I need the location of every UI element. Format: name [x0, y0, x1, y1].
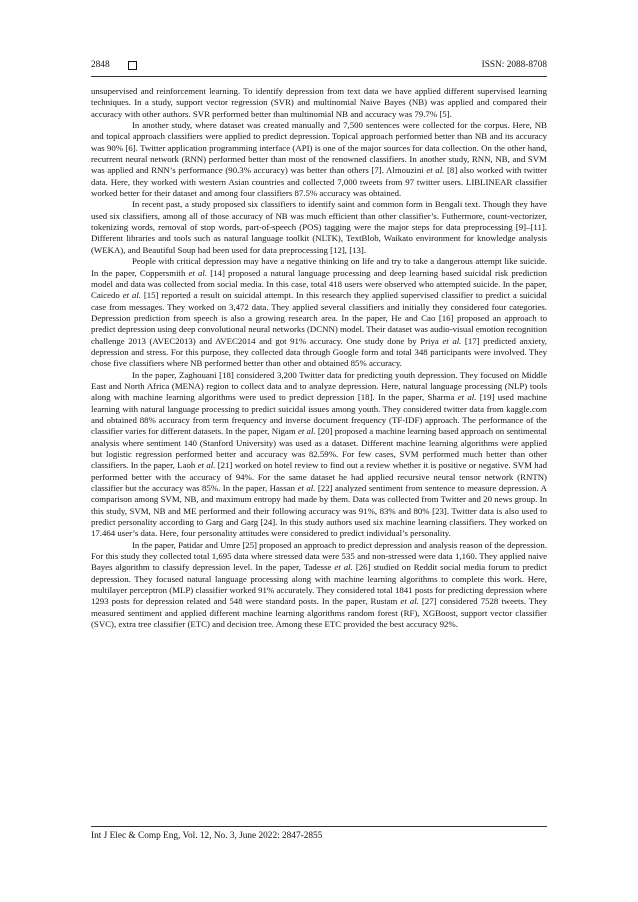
page-number: 2848: [91, 60, 110, 70]
issn-label: ISSN: 2088-8708: [481, 60, 547, 70]
square-icon: [128, 61, 137, 70]
footer-citation: Int J Elec & Comp Eng, Vol. 12, No. 3, June 2022: 2847-2855: [91, 831, 323, 841]
body-text: [91, 86, 547, 631]
footer-rule: [91, 826, 547, 827]
header-rule: [91, 76, 547, 77]
paragraph: In recent past, a study proposed six classifiers to identify saint and common form in Bengali text. Though they have used six classifiers, among all of those accuracy of NB was much efficient than other classifier’s. Futhermore, count-vectorizer, tokenizing words, removal of stop words, part-of-speech (POS) tagging were the major steps for data preprocessing [9]–[11]. Different libraries and tools such as natural language toolkit (NLTK), TextBlob, Waikato environment for knowledge analysis (WEKA), and Beautiful Soup had been used for data preprocessing [12], [13].: [91, 199, 547, 255]
paragraph: In another study, where dataset was created manually and 7,500 sentences were collected for the corpus. Here, NB and topical approach classifiers were applied to predict depression. Topical approach performed better than NB and its accuracy was 90% [6]. Twitter application programming interface (API) is one of the major sources for data collection. On the other hand, recurrent neural network (RNN) performed better than most of the renowned classifiers. In another study, RNN, NB, and SVM was applied and RNN’s performance (90.3% accuracy) was better than others [7]. Almouzini et al. [8] also worked with twitter data. Here, they worked with western Asian countries and collected 7,000 tweets from 97 twitter users. LIBLINEAR classifier worked better for their dataset and among four classifiers 87.5% accuracy was obtained.: [91, 120, 547, 199]
paragraph: In the paper, Zaghouani [18] considered 3,200 Twitter data for predicting youth depression. They focused on Middle East and North Africa (MENA) region to collect data and to analyze depression. Here, natural language processing (NLP) tools along with machine learning algorithms were used to predict depression [18]. In the paper, Sharma et al. [19] used machine learning with natural language processing to predict suicidal issues among youth. They considered twitter data from kaggle.com and obtained 88% accuracy from term frequency and inverse document frequency (TF-IDF) approach. The performance of the classifier varies for different datasets. In the paper, Nigam et al. [20] proposed a machine learning based approach on sentimental analysis where sentiment 140 (Stanford University) was used as a dataset. Different machine learning algorithms were applied but logistic regression performed better and accuracy was 82.59%. For few cases, SVM performed much better than other classifiers. In the paper, Laoh et al. [21] worked on hotel review to find out a review whether it is positive or negative. SVM had performed better with the accuracy of 94%. For the same dataset he had applied recursive neural tensor network (RNTN) classifier but the accuracy was 85%. In the paper, Hassan et al. [22] analyzed sentiment from sentence to measure depression. A comparison among SVM, NB, and maximum entropy had made by them. Data was collected from Twitter and 20 news group. In this study, SVM, NB and ME performed and their following accuracy was 91%, 83% and 80% [23]. Twitter data is also used to predict personality according to Garg and Garg [24]. In this study authors used six machine learning classifiers. They worked on 17.464 user’s data. Here, four personality attitudes were considered to predict individual’s personality.: [91, 369, 548, 539]
page-header: [91, 60, 547, 74]
paragraph: People with critical depression may have a negative thinking on life and try to take a dangerous attempt like suicide. In the paper, Coppersmith et al. [14] proposed a natural language processing and deep learning based suicidal risk prediction model and data was collected from social media. In this case, total 418 users were observed who attempted suicide. In the paper, Caicedo et al. [15] reported a result on suicidal attempt. In this research they applied supervised classifier to predict a suicidal case from messages. They worked on 3,472 data. They applied several classifiers and initially they considered four categories. Depression prediction from speech is also a growing research area. In the paper, He and Cao [16] proposed an approach to predict depression using deep convolutional neural networks (DCNN) model. Their dataset was audio-visual emotion recognition challenge 2013 (AVEC2013) and AVEC2014 and got 91% accuracy. One study done by Priya et al. [17] predicted anxiety, depression and stress. For this purpose, they collected data through Google form and total 348 participants were involved. They chose five classifiers where NB performed better than other and obtained 85% accuracy.: [91, 256, 548, 369]
paragraph: unsupervised and reinforcement learning. To identify depression from text data we have applied different supervised learning techniques. In a study, support vector regression (SVR) and multinomial Naive Bayes (NB) was applied and compared their accuracy with other authors. SVR performed better than multinomial NB and accuracy was 79.7% [5].: [91, 86, 547, 119]
paragraph: In the paper, Patidar and Umre [25] proposed an approach to predict depression and analysis reason of the depression. For this study they collected total 1,695 data where stressed data were 535 and non-stressed were data 1,160. They applied naive Bayes algorithm to classify depression level. In the paper, Tadesse et al. [26] studied on Reddit social media forum to predict depression. They focused natural language processing along with machine learning algorithms to complete this work. Here, multilayer perceptron (MLP) classifier worked 91% accurately. They considered total 1841 posts for predicting depression where 1293 posts for depression related and 548 were standard posts. In the paper, Rustam et al. [27] considered 7528 tweets. They measured sentiment and applied different machine learning algorithms random forest (RF), XGBoost, support vector classifier (SVC), extra tree classifier (ETC) and decision tree. Among these ETC provided the best accuracy 92%.: [91, 539, 547, 630]
